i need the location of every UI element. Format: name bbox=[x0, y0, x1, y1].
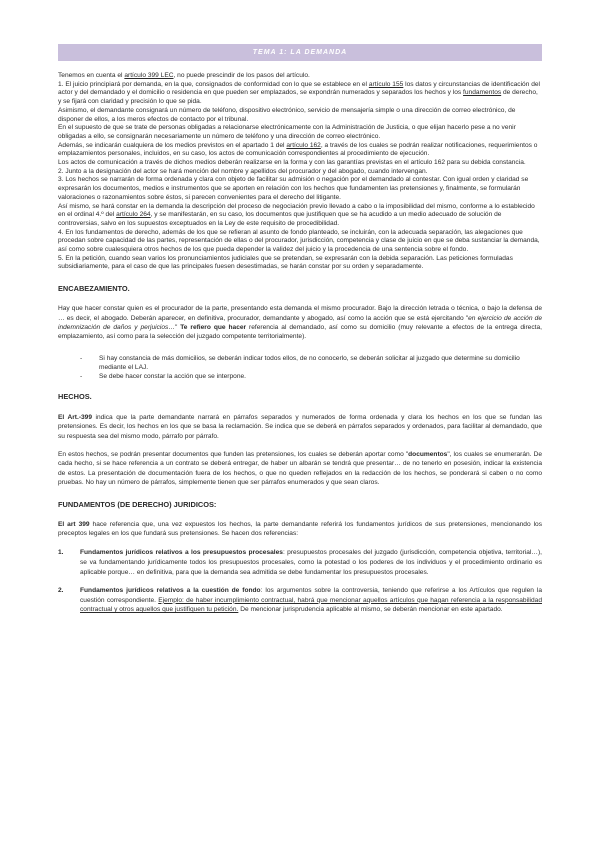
document-page bbox=[58, 44, 542, 615]
list-item: - Se debe hacer constar la acción que se interpone. bbox=[80, 372, 246, 380]
list-item: 1. Fundamentos jurídicos relativos a los presupuestos procesales: presupuestos procesales del juzgado (jurisdicción, competencia objetiva, territorial…), se va fundamentando jurídicamente todos los presupuestos procesales, como la potestad o los poderes de los individuos y el procedimiento ordinario es aplicable porque… en definitiva, para que la demanda sea admitida se debe fundamentar los presupuestos procesales. bbox=[58, 549, 542, 576]
hechos-paragraph: En estos hechos, se podrán presentar documentos que funden las pretensiones, los cuales se deberán aportar como "documentos", los cuales se enumerarán. De cada hecho, si se hace referencia a un contrato se deberá entregar, de haber un albarán se tendrá que presentar… de no tenerlo en posesión, indicar la existencia de estos. La presentación de documentación fuera de los hechos, o que no queden reflejados en la redacción de los hechos, se ponderará si caben o no como pruebas. No hay un número de párrafos, simplemente tienen que ser párrafos enumerados y que sean claros. bbox=[58, 451, 543, 487]
articulo-paragraph: Asimismo, el demandante consignará un número de teléfono, dispositivo electrónico, servicio de mensajería simple o una dirección de correo electrónico, de disponer de ellos, a los meros efectos de contacto por el tribunal. bbox=[58, 106, 516, 123]
fundamentos-link[interactable]: fundamentos bbox=[463, 89, 502, 97]
title-banner: TEMA 1: LA DEMANDA bbox=[58, 44, 542, 61]
hechos-paragraph: El Art.-399 indica que la parte demandante narrará en párrafos separados y numerados de forma ordenada y clara los hechos en los que se fundan las pretensiones. Es decir, los hechos en los que se basa la reclamación. Se indica que se deberá en párrafos separados y ordenados, para facilitar al demandado, que su respuesta sea del mismo modo, párrafo por párrafo. bbox=[58, 413, 542, 440]
articulo-paragraph: Los actos de comunicación a través de dichos medios deberán realizarse en la forma y con las garantías previstas en el artículo 162 para su debida constancia. bbox=[58, 159, 526, 167]
articulo-paragraph: 3. Los hechos se narrarán de forma ordenada y clara con objeto de facilitar su admisión o negación por el demandado al contestar. Con igual orden y claridad se expresarán los documentos, medios e instrumentos que se aporten en relación con los hechos que fundamenten las pretensiones y, finalmente, se formularán valoraciones o razonamientos sobre éstos, si parecen convenientes para el derecho del litigante. bbox=[58, 176, 529, 201]
articulo-paragraph: 1. El juicio principiará por demanda, en la que, consignados de conformidad con lo que se establece en el artículo 155 los datos y circunstancias de identificación del actor y del demandado y el domicilio o residencia en que pueden ser emplazados, se expondrán numerados y separados los hechos y los fundamentos de derecho, y se fijará con claridad y precisión lo que se pida. bbox=[58, 80, 541, 106]
fundamentos-paragraph: El art 399 hace referencia que, una vez expuestos los hechos, la parte demandante referirá los fundamentos jurídicos de sus pretensiones, mencionando los preceptos legales en los que fundará sus pretensiones. Se hacen dos referencias: bbox=[58, 520, 543, 538]
articulo-link[interactable]: artículo 162 bbox=[286, 141, 321, 149]
articulo-link[interactable]: artículo 155 bbox=[368, 80, 404, 88]
articulo-paragraph: En el supuesto de que se trate de personas obligadas a relacionarse electrónicamente con la Administración de Justicia, o que elijan hacerlo pese a no venir obligadas a ello, se consignarán necesariamente un número de teléfono y una dirección de correo electrónico. bbox=[58, 124, 516, 140]
articulo-link[interactable]: artículo 399 LEC bbox=[124, 72, 174, 79]
articulo-paragraph: 4. En los fundamentos de derecho, además de los que se refieran al asunto de fondo planteado, se incluirán, con la adecuada separación, las alegaciones que procedan sobre capacidad de las partes, representación de ellas o del procurador, jurisdicción, competencia y clase de juicio en que se deba sustanciar la demanda, así como sobre cualesquiera otros hechos de los que pueda depender la validez del juicio y la procedencia de una sentencia sobre el fondo. bbox=[58, 228, 540, 254]
articulo-paragraph: Así mismo, se hará constar en la demanda la descripción del proceso de negociación previo llevado a cabo o la imposibilidad del mismo, conforme a lo establecido en el ordinal 4.º del artículo 264, y se manifestarán, en su caso, los documentos que justifiquen que se ha acudido a un medio adecuado de solución de controversias, salvo en los supuestos exceptuados en la Ley de este requisito de procedibilidad. bbox=[58, 202, 535, 227]
articulo-text-block bbox=[58, 72, 542, 272]
encabezamiento-paragraph: Hay que hacer constar quien es el procurador de la parte, presentando esta demanda el mismo procurador. Bajo la dirección letrada o técnica, o bajo la defensa de … es decir, el abogado. Deberán aparecer, en definitiva, procurador, demandante y abogado, así como la acción que se está ejercitando "en ejercicio de acción de indemnización de daños y perjuicios…" Te refiero que hacer referencia al demandado, así como su domicilio (muy relevante a efectos de la entrega directa, emplazamiento, así como para la selección del juzgado competente territorialmente). bbox=[58, 305, 542, 341]
articulo-intro: Tenemos en cuenta el artículo 399 LEC, no puede prescindir de los pasos del artículo. bbox=[58, 72, 310, 79]
articulo-paragraph: 2. Junto a la designación del actor se hará mención del nombre y apellidos del procurador y del abogado, cuando intervengan. bbox=[58, 167, 428, 175]
articulo-paragraph: Además, se indicarán cualquiera de los medios previstos en el apartado 1 del artículo 162, a través de los cuales se podrán realizar notificaciones, requerimientos o emplazamientos personales, incluidos, en su caso, los actos de comunicación correspondientes al procedimiento de ejecución. bbox=[58, 141, 538, 158]
encabezamiento-bullets bbox=[58, 354, 542, 381]
articulo-link[interactable]: artículo 264 bbox=[116, 211, 151, 219]
list-item: 2. Fundamentos jurídicos relativos a la cuestión de fondo: los argumentos sobre la controversia, teniendo que referirse a los Artículos que regulen la cuestión correspondiente. Ejemplo: de haber incumplimiento contractual, habrá que mencionar aquellos artículos que hagan referencia a la responsabilidad contractual y otros aquellos que justifiquen tu petición. De mencionar jurisprudencia aplicable al mismo, se deberán mencionar en este apartado. bbox=[58, 587, 542, 614]
articulo-paragraph: 5. En la petición, cuando sean varios los pronunciamientos judiciales que se pretendan, se expresarán con la debida separación. Las peticiones formuladas subsidiariamente, para el caso de que las principales fuesen desestimadas, se harán constar por su orden y separadamente. bbox=[58, 254, 513, 271]
encabezamiento-heading: ENCABEZAMIENTO. bbox=[58, 284, 130, 294]
list-item: - Si hay constancia de más domicilios, se deberán indicar todos ellos, de no conocerlo, se deberán solicitar al juzgado que determine su domicilio mediante el LAJ. bbox=[80, 354, 520, 371]
fundamentos-list bbox=[58, 548, 542, 615]
hechos-heading: HECHOS. bbox=[58, 391, 92, 401]
fundamentos-heading: FUNDAMENTOS (DE DERECHO) JURIDICOS: bbox=[58, 499, 217, 509]
